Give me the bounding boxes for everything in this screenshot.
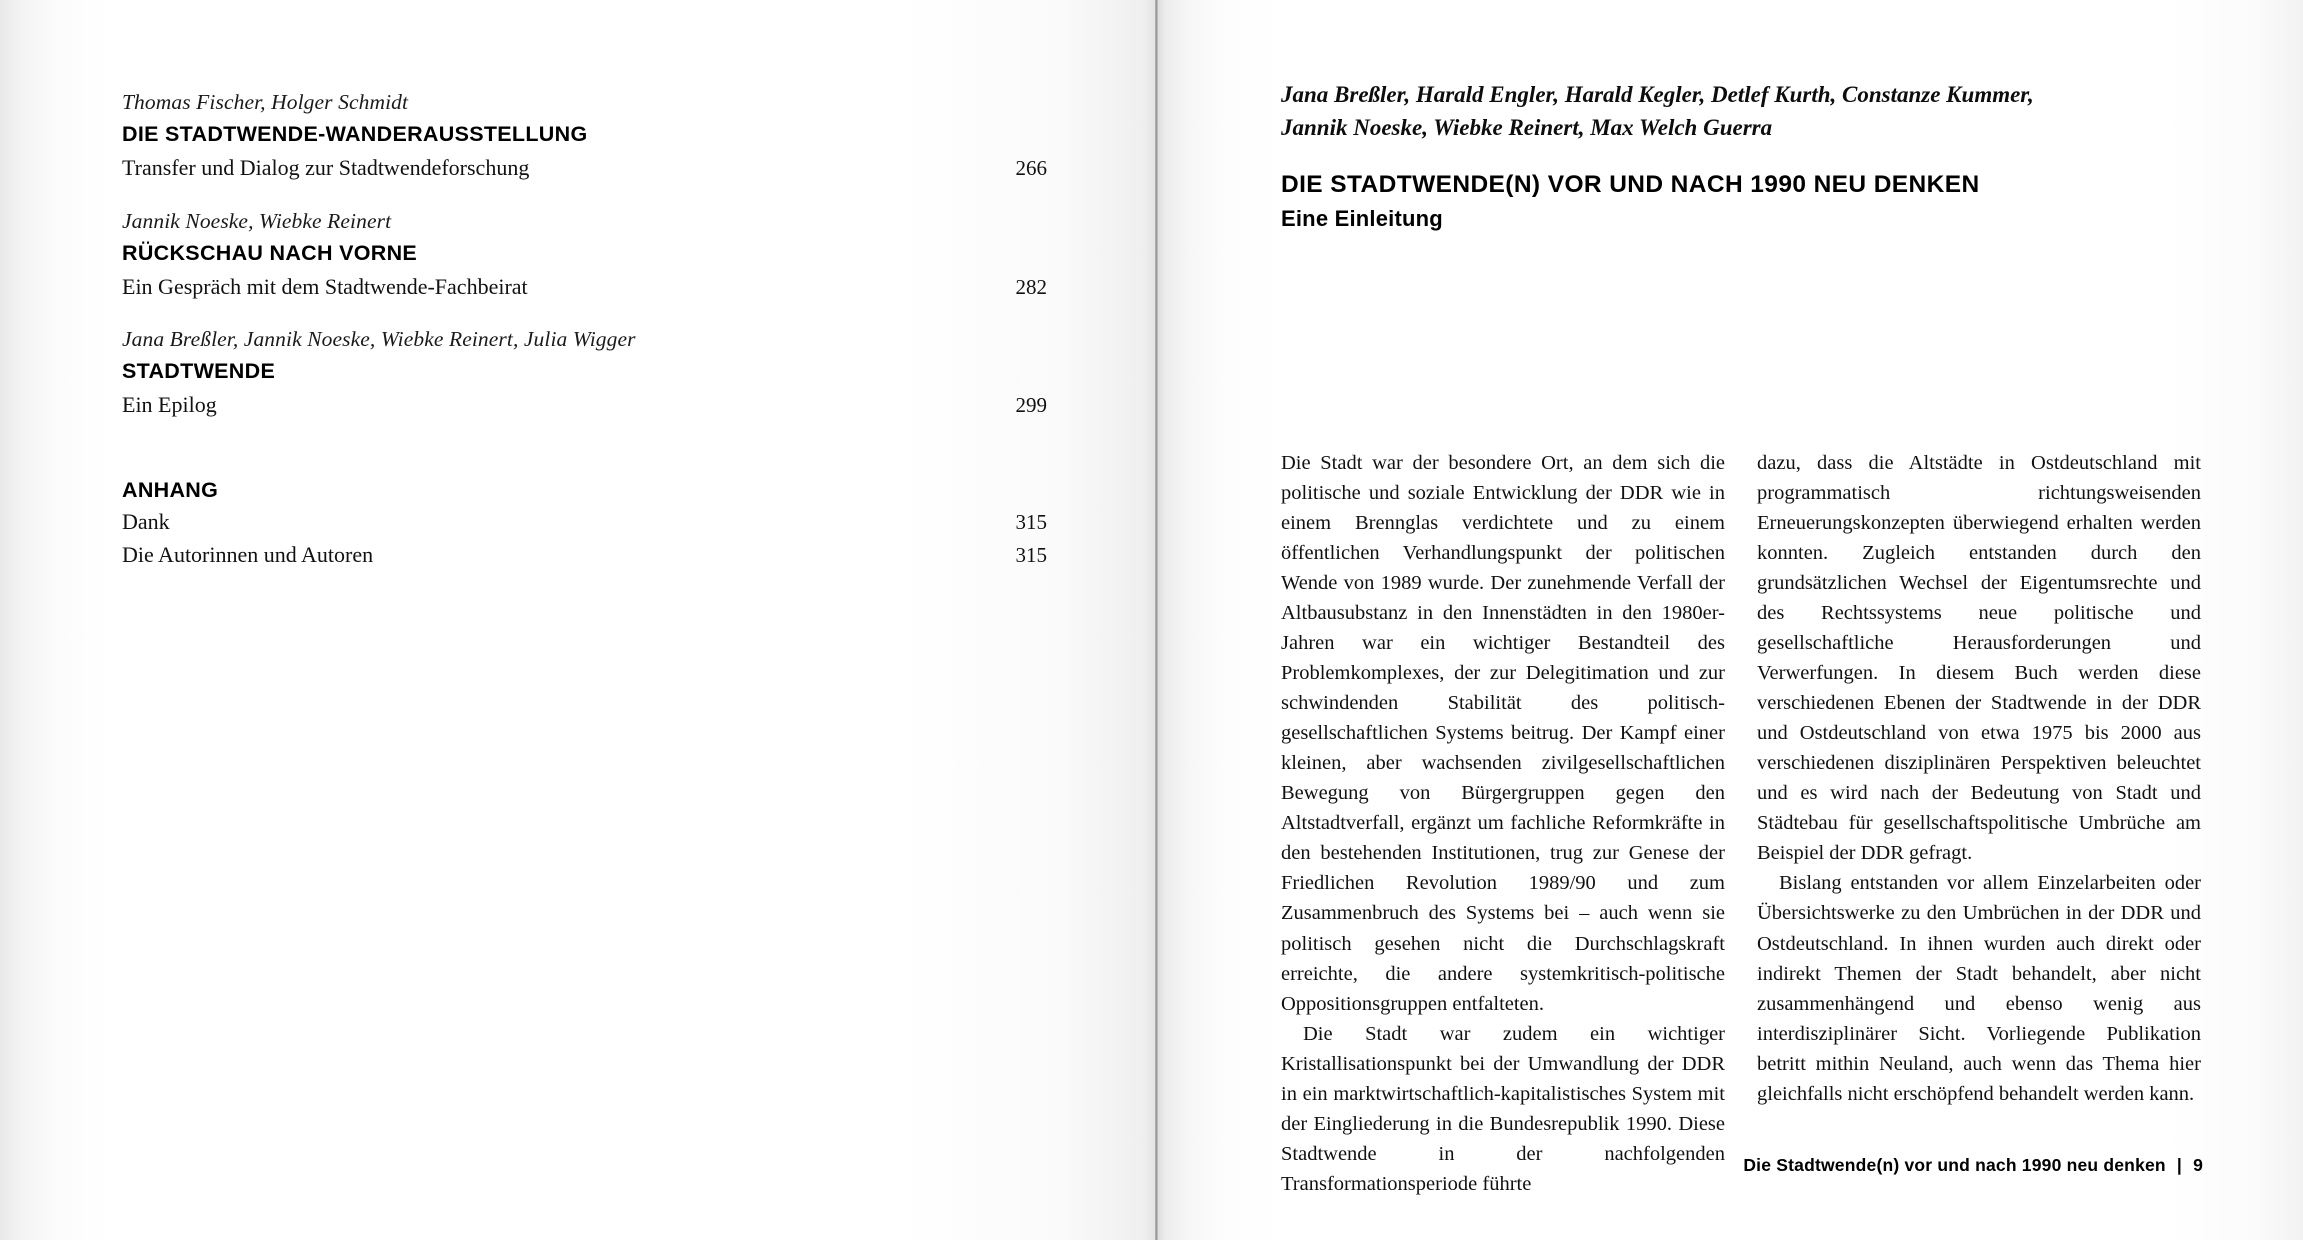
- page-footer-folio: [1743, 1155, 2203, 1176]
- toc-entry-subtitle-row: [122, 273, 1047, 302]
- toc-entry-subtitle: Transfer und Dialog zur Stadtwendeforschung: [122, 154, 530, 180]
- table-of-contents: [122, 88, 1047, 594]
- toc-entry: [122, 207, 1047, 302]
- body-text-columns: [1281, 448, 2201, 1199]
- toc-appendix-page-number: 315: [1015, 543, 1047, 568]
- body-column-right: [1757, 448, 2201, 1199]
- chapter-opener: [1281, 78, 2161, 232]
- toc-entry-page-number: 282: [1015, 274, 1047, 299]
- toc-appendix-label: Die Autorinnen und Autoren: [122, 542, 374, 568]
- toc-entry-title: RÜCKSCHAU NACH VORNE: [122, 240, 418, 265]
- toc-entry-authors: Jannik Noeske, Wiebke Reinert: [122, 208, 392, 233]
- toc-appendix-title: ANHANG: [122, 477, 219, 502]
- folio-separator: |: [2176, 1155, 2182, 1175]
- toc-entry-page-number: 266: [1015, 155, 1047, 180]
- toc-appendix-row: [122, 508, 1047, 537]
- toc-appendix-label: Dank: [122, 508, 170, 534]
- toc-entry: [122, 88, 1047, 183]
- toc-entry-title: DIE STADTWENDE-WANDERAUSSTELLUNG: [122, 122, 588, 147]
- toc-entry-title: STADTWENDE: [122, 359, 276, 384]
- toc-entry: [122, 325, 1047, 420]
- toc-appendix-row: [122, 541, 1047, 570]
- toc-entry-subtitle: Ein Gespräch mit dem Stadtwende-Fachbeirat: [122, 273, 528, 299]
- toc-entry-subtitle-row: [122, 154, 1047, 183]
- running-title: Die Stadtwende(n) vor und nach 1990 neu denken: [1743, 1155, 2166, 1175]
- right-page: [1155, 0, 2303, 1240]
- toc-appendix-section: [122, 478, 1047, 570]
- toc-entry-subtitle-row: [122, 391, 1047, 420]
- body-paragraph: dazu, dass die Altstädte in Ostdeutschland mit programmatisch richtungsweisenden Erneuerungskonzepten überwiegend erhalten werden konnten. Zugleich entstanden durch den grundsätzlichen Wechsel der Eigentumsrechte und des Rechtssystems neue politische und gesellschaftliche Herausforderungen und Verwerfungen. In diesem Buch werden diese verschiedenen Ebenen der Stadtwende in der DDR und Ostdeutschland von etwa 1975 bis 2000 aus verschiedenen disziplinären Perspektiven beleuchtet und es wird nach der Bedeutung von Stadt und Städtebau für gesellschaftspolitische Umbrüche am Beispiel der DDR gefragt.: [1757, 452, 2201, 865]
- body-paragraph: Die Stadt war der besondere Ort, an dem sich die politische und soziale Entwicklung der DDR wie in einem Brennglas verdichtete und zu einem öffentlichen Verhandlungspunkt der politischen Wende von 1989 wurde. Der zunehmende Verfall der Altbausubstanz in den Innenstädten in den 1980er-Jahren war ein wichtiger Bestandteil des Problemkomplexes, der zur Delegitimation und zur schwindenden Stabilität des politisch-gesellschaftlichen Systems beitrug. Der Kampf einer kleinen, aber wachsenden zivilgesellschaftlichen Bewegung von Bürgergruppen gegen den Altstadtverfall, ergänzt um fachliche Reformkräfte in den bestehenden Institutionen, trug zur Genese der Friedlichen Revolution 1989/90 und zum Zusammenbruch des Systems bei – auch wenn sie politisch gesehen nicht die Durchschlagskraft erreichte, die andere systemkritisch-politische Oppositionsgruppen entfalteten.: [1281, 452, 1725, 1015]
- toc-entry-authors: Jana Breßler, Jannik Noeske, Wiebke Reinert, Julia Wigger: [122, 327, 636, 352]
- toc-spacer: [122, 444, 1047, 478]
- body-column-left: [1281, 448, 1725, 1199]
- toc-entry-page-number: 299: [1015, 393, 1047, 418]
- toc-entry-subtitle: Ein Epilog: [122, 392, 217, 418]
- chapter-authors-line-1: Jana Breßler, Harald Engler, Harald Kegler, Detlef Kurth, Constanze Kummer,: [1281, 82, 2034, 107]
- chapter-authors-line-2: Jannik Noeske, Wiebke Reinert, Max Welch Guerra: [1281, 115, 1773, 141]
- toc-appendix-page-number: 315: [1015, 509, 1047, 534]
- body-paragraph: Bislang entstanden vor allem Einzelarbeiten oder Übersichtswerke zu den Umbrüchen in der DDR und Ostdeutschland. In ihnen wurden auch direkt oder indirekt Themen der Stadt behandelt, aber nicht zusammenhängend und ebenso wenig aus interdisziplinärer Sicht. Vorliegende Publikation betritt mithin Neuland, auch wenn das Thema hier gleichfalls nicht erschöpfend behandelt werden kann.: [1757, 872, 2201, 1105]
- chapter-title: DIE STADTWENDE(N) VOR UND NACH 1990 NEU DENKEN: [1281, 170, 1980, 198]
- book-gutter: [1155, 0, 1158, 1240]
- body-paragraph: Die Stadt war zudem ein wichtiger Kristallisationspunkt bei der Umwandlung der DDR in ein marktwirtschaftlich-kapitalistisches System mit der Eingliederung in die Bundesrepublik 1990. Diese Stadtwende in der nachfolgenden Transformationsperiode führte: [1281, 1022, 1725, 1195]
- page-number: 9: [2193, 1155, 2203, 1175]
- chapter-subtitle: Eine Einleitung: [1281, 205, 1443, 231]
- toc-entry-authors: Thomas Fischer, Holger Schmidt: [122, 90, 409, 114]
